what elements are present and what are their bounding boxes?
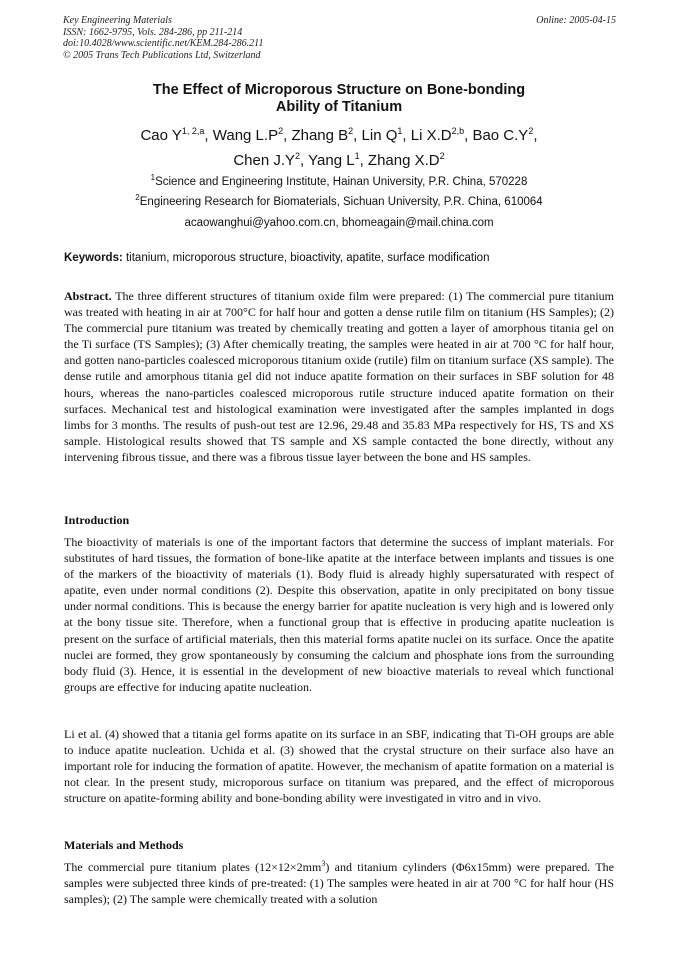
issn-line: ISSN: 1662-9795, Vols. 284-286, pp 211-214 [63,26,243,38]
author: Yang $L^1$, [308,151,368,169]
author: Li $X.D^{2,b}$, [410,126,473,144]
keywords-text: titanium, microporous structure, bioactivity, apatite, surface modification [122,252,490,264]
author: Bao $C.Y^2$, [472,126,538,144]
author: Wang $L.P^2$, [212,126,292,144]
online-date: Online: 2005-04-15 [536,15,616,26]
journal-header [63,15,263,61]
abstract-text: The three different structures of titanium oxide film were prepared: (1) The commercial pure titanium was treated with heating in air at 700°C for half hour and gotten a dense rutile film on titanium (HS Samples); (2) The commercial pure titanium was treated by chemically treating and gotten a layer of amorphous titania gel on the Ti surface (TS Samples); (3) After chemically treating, the samples were heated in air at 700 °C for half hour, and gotten nano-particles coalesced microporous titanium oxide (rutile) film on titanium surface (XS sample). The dense rutile and amorphous titania gel did not induce apatite formation on their surfaces in SBF solution for 48 hours, whereas the nano-particles coalesced microporous rutile structure induced apatite formation on their surfaces. Mechanical test and histological examination were investigated after the samples implanted in dogs limbs for 3 months. The results of push-out test are 12.96, 29.48 and 35.83 MPa respectively for HS, TS and XS sample. Histological results showed that TS sample and XS sample contacted the bone directly, without any intervening fibrous tissue, and there was a fibrous tissue layer between the bone and HS samples. [64,289,614,464]
affiliation-2: $^2$Engineering Research for Biomaterials, Sichuan University, P.R. China, 610064 [135,193,543,208]
author: Chen $J.Y^2$, [233,151,309,169]
copyright-line: © 2005 Trans Tech Publications Ltd, Switzerland [63,49,261,61]
keywords-label: Keywords: [64,252,123,264]
paper-title [64,82,614,116]
section-heading-introduction: Introduction [64,513,130,527]
intro-paragraph-2: Li et al. (4) showed that a titania gel forms apatite on its surface in an SBF, indicating that Ti-OH groups are able to induce apatite nucleation. Uchida et al. (3) showed that the crystal structure on their surface also have an important role for inducing the formation of apatite. However, the mechanism of apatite formation on a material is not clear. In the present study, microporous surface on titanium was prepared, and the effect of microporous structure on apatite-forming ability and bone-bonding ability were investigated in vitro and in vivo. [64,727,614,806]
author-line-2 [64,148,614,173]
author-list [64,123,614,173]
abstract-label: Abstract. [64,289,112,303]
author: Zhang $B^2$, [291,126,362,144]
title-line-1: The Effect of Microporous Structure on Bone-bonding [152,82,526,98]
journal-name: Key Engineering Materials [63,15,172,26]
author-line-1 [64,123,614,148]
keywords [64,252,616,264]
methods-paragraph: The commercial pure titanium plates $(12\times 12\times 2mm^3)$ and titanium cylinders (Φ6x15mm) were prepared. The samples were subjected three kinds of pre-treated: (1) The samples were heated in air at 700 °C for half hour (HS samples); (2) The sample were chemically treated with a solution [64,859,614,907]
author: Lin $Q^1$, [361,126,411,144]
doi-line: doi:10.4028/www.scientific.net/KEM.284-286.211 [63,38,264,49]
author-emails: acaowanghui@yahoo.com.cn, bhomeagain@mail.china.com [184,217,494,229]
author: Zhang $X.D^2$ [367,151,445,169]
intro-paragraph-1: The bioactivity of materials is one of the important factors that determine the success of implant materials. For substitutes of hard tissues, the formation of bone-like apatite at the interface between implants and tissues is one of the markers of the bioactivity of materials (1). Body fluid is already highly supersaturated with respect of apatite, even under normal conditions (2). Despite this observation, apatite in only precipitated on bony tissue under normal conditions. This is because the energy barrier for apatite nucleation is very high and is lowered only at the bony tissue site. Therefore, when a functional group that is effective in producing apatite nucleation is present on the surface of artificial materials, then this material forms apatite nuclei on its surface. Once the apatite nuclei are formed, they grow spontaneously by consuming the calcium and phosphate ions from the surrounding body fluid (3). Hence, it is essential in the development of new bioactive materials to reveal which functional groups are effective for inducing apatite nucleation. [64,535,614,694]
author: Cao Y$^{1, 2,a}$, [140,126,213,144]
title-line-2: Ability of Titanium [275,99,403,115]
affiliation-1: $^1$Science and Engineering Institute, Hainan University, P.R. China, 570228 [150,173,528,188]
abstract [64,288,614,465]
section-heading-methods: Materials and Methods [64,838,184,852]
